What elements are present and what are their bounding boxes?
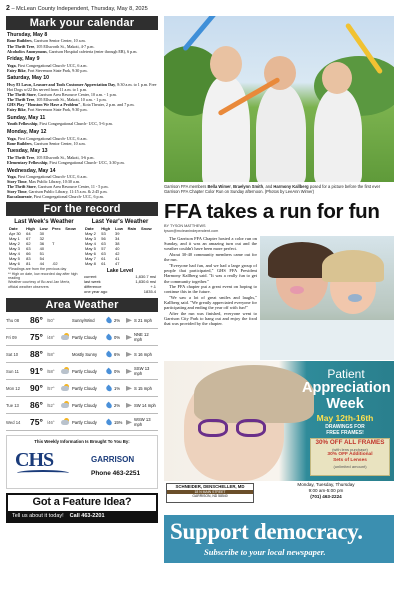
story-paragraph: "Everyone had fun, and we had a large group of people that participated," GHS FFA President Harmony Kallberg said. "It was a really fun to get the community together." [164,262,257,284]
color-run-photo [164,16,394,182]
forecast-low: /46° [47,419,55,425]
table-cell: May 2 [85,231,96,237]
table-cell: May 1 [9,236,20,242]
event-details: , Fort Stevenson State Park, 9:30 p.m. [25,67,88,73]
clinic-phone: (701) 463-2224 [310,493,342,499]
table-cell: 34 [114,236,120,242]
forecast-day: Sat 10 [6,351,19,357]
sun-icon [61,350,69,358]
forecast-day: Fri 09 [6,334,17,340]
ad-title-1: Patient [327,366,365,381]
wind-icon [126,369,132,374]
precip-icon [105,384,113,392]
person-middle [256,84,306,182]
support-title: Support democracy. [170,518,363,544]
precip-icon [105,367,113,375]
event-details: , First Congregational Church- UCC, 6 a.m. [15,62,88,68]
weather-note: ** High on date, low recorded day after high reading [8,271,78,280]
ad-drawings [302,424,388,436]
event-name: The Thrift Store [7,92,36,98]
calendar-day-heading: Thursday, May 8 [7,32,48,38]
table-cell: 83 [26,256,31,262]
table-cell: 63 [26,246,31,252]
table-cell [140,261,156,266]
offer-lenses-2: Sets of Lenses [333,457,367,463]
clinic-days: Monday, Tuesday, Thursday [297,481,355,487]
event-name: Yoga [7,62,16,68]
table-cell: Apr 30 [9,231,21,237]
table-cell: 40 [114,246,120,252]
person-right-head [322,62,352,94]
event-name: Bone Builders [7,38,32,44]
event-details: , Garrison Senior Center, 10 a.m. [31,38,86,44]
forecast-high: 75° [30,417,43,428]
table-cell: 47 [114,261,120,267]
table-cell: May 3 [9,246,20,252]
sponsor-heading: This Weekly Information Is Brought To You By: [34,439,130,445]
forecast-low: /58° [47,351,55,357]
forecast-wind: S 15 mph [134,385,152,391]
story-text [164,236,260,360]
calendar-day-heading: Wednesday, May 14 [7,167,56,174]
event-name: The Thrift Tree [7,43,35,49]
table-cell: May 3 [85,236,96,242]
forecast-condition: Sunny/Wind [72,317,95,323]
event-name: Bone Builders [7,140,32,146]
offer-note-2: (unlimited amount) [333,463,367,469]
event-name: Yoga [7,173,16,179]
table-cell: 57 [101,246,106,252]
forecast-wind: S 21 mph [134,317,152,323]
calendar-banner: Mark your calendar [6,16,158,30]
forecast-wind: WSW 13 mph [134,417,151,428]
lake-label: last week [84,279,101,285]
woman-face [184,371,284,481]
caption-name: Bella Wimer [207,184,231,189]
table-cell: 38 [114,241,120,247]
person-right [314,88,362,182]
lake-value: 1835.4 [143,289,156,295]
forecast-condition: Partly Cloudy [72,334,97,340]
event-details: , Garrison Area Resource Center, 10 a.m. - 1 p.m. [35,92,117,98]
event-name: The Thrift Tree [7,97,35,103]
lake-level-table [84,274,156,294]
wind-icon [126,335,132,340]
page-number: 2 [6,5,10,12]
forecast-high: 86° [30,400,43,411]
sponsor-phone: Phone 463-2251 [91,470,141,478]
calendar-event [7,49,157,54]
ad-title-2b: Week [326,395,364,412]
table-cell: 61 [101,261,106,267]
weather-note: *Readings are from the previous day [8,267,67,272]
precip-icon [105,401,113,409]
lake-value: 1,830.6 msl [135,279,156,285]
forecast-low: /48° [47,334,55,340]
table-header: Snow [65,226,76,232]
forecast-high: 88° [30,349,43,360]
event-details: , Kota Theater, 2 p.m. and 7 p.m. [80,102,135,108]
weather-note: Weather courtesy of Bo and Jan Mertz, official weather observers [8,280,71,289]
sun-icon [61,316,69,324]
event-details: , First Congregational Church- UCC, 6 a.m. [15,173,88,179]
wind-icon [126,420,132,425]
weather-sponsor-ad[interactable] [6,435,158,489]
calendar-event [7,107,157,112]
left-column [6,16,158,523]
table-cell: May 4 [9,251,20,257]
lake-label: one year ago [84,289,108,295]
forecast-row [6,414,158,431]
glasses-right [236,419,266,437]
event-name: Yoga [7,135,16,141]
ad-drawings-2: FREE FRAMES! [326,429,364,436]
table-cell: 81 [26,261,31,267]
forecast-precip: 0% [114,368,121,374]
table-cell: 64 [26,231,31,237]
table-cell: 51 [39,251,45,257]
calendar-event [7,121,157,126]
partly-cloudy-icon [61,367,69,375]
table-cell: 41 [114,256,120,262]
caption-text: , [230,184,234,189]
daughter-hair [322,250,384,282]
forecast-row [6,363,158,380]
shirts [260,320,394,360]
clinic-logo [166,483,254,503]
clinic-times: 9:00 am-5:00 pm [308,487,344,493]
story-paragraph: About 30-40 community members came out for the run. [164,251,257,263]
table-header: Low [39,226,48,232]
table-header: High [101,226,111,232]
story-paragraph: "We saw a lot of great smiles and laughs," Kallberg said. "We greatly appreciated everyone for participating and ending the year off with fun!" [164,294,257,311]
table-cell: 63 [101,251,106,257]
table-row [8,261,80,266]
feature-idea-title: Got a Feature Idea? [32,496,132,509]
event-name: The Thrift Store [7,184,36,190]
forecast-low: /58° [47,368,55,374]
lake-value: +.1 [150,284,156,290]
person-left [202,76,250,182]
calendar-day-heading: Monday, May 12 [7,129,47,136]
forecast-precip: 6% [114,351,121,357]
weather-forecast-list [6,312,158,431]
calendar-list [6,30,158,199]
clinic-address: 18 N MAIN STREET [167,490,253,495]
table-cell [127,261,140,266]
for-the-record-section [6,202,158,294]
calendar-day-heading: Friday, May 9 [7,56,40,63]
table-cell: 53 [101,231,106,237]
lake-label: difference [84,284,102,290]
feature-idea-bar [8,511,156,521]
event-name: Baccalaureate [7,194,32,200]
story-body [164,236,394,360]
forecast-wind: S 16 mph [134,351,152,357]
story-paragraph: After the run was finished, everyone went to Garrison City Park to hang out and enjoy the food that was provided by the chapter. [164,310,257,327]
event-name: GHS Play "Houston We Have a Problem" [7,102,81,108]
forecast-condition: Partly Cloudy [72,368,97,374]
forecast-wind: NNE 12 mph [134,332,149,343]
forecast-precip: 15% [114,419,123,425]
calendar-day-heading: Saturday, May 10 [7,75,49,82]
table-cell: 63 [101,241,106,247]
wind-icon [126,403,132,408]
forecast-condition: Partly Cloudy [72,419,97,425]
photo-caption [164,184,394,194]
table-cell: 39 [114,231,120,237]
mother-daughter-photo [260,236,394,360]
forecast-row [6,346,158,363]
forecast-day: Mon 12 [6,385,20,391]
event-details: , First Congregational Church- UCC, 6 p.m. [31,194,104,200]
precip-icon [105,350,113,358]
wind-icon [126,352,132,357]
page-folio [6,5,394,12]
forecast-high: 91° [30,366,43,377]
clinic-hours [258,482,394,500]
table-cell: May 8 [85,261,96,267]
last-week-weather [8,218,80,294]
forecast-day: Tue 13 [6,402,19,408]
forecast-precip: 2% [114,402,121,408]
table-cell: May 2 [9,241,20,247]
forecast-row [6,380,158,397]
table-row [84,261,156,266]
pink-paint [290,286,304,294]
calendar-day-heading: Sunday, May 11 [7,115,46,122]
precip-icon [105,316,113,324]
event-name: Story Time [7,189,27,195]
lake-level-title: Lake Level [106,268,134,275]
table-cell: 40 [39,246,45,252]
chs-logo-arc [17,470,69,476]
person-left-head [210,46,242,82]
forecast-high: 86° [30,315,43,326]
caption-name: Harmony Kallberg [273,184,309,189]
story-paragraph: The FFA chapter put a great event on hoping to continue this in the future. [164,283,257,295]
table-cell: 44 [39,261,45,267]
story-paragraph: The Garrison FFA Chapter hosted a color run on Sunday, and it was an amazing turn out and the weather couldn't have been more perfect. [164,235,257,252]
event-details: , Fort Stevenson State Park, 9:30 p.m. [25,107,88,113]
support-democracy-ad[interactable] [164,515,394,563]
clinic-city: GARRISON, ND 58540 [192,494,228,499]
event-details: , Garrison Hospital cafeteria (enter through ER), 6 p.m. [46,48,138,54]
event-name: Fairy Bike [7,107,26,113]
forecast-condition: Partly Cloudy [72,385,97,391]
table-cell: 66 [26,251,31,257]
table-cell: 67 [26,236,31,242]
ad-dates: May 12th-16th [316,412,374,423]
ad-title-2a: Appreciation [302,379,391,396]
lake-value: 1,830.7 msl [135,274,156,280]
event-name: Story Time [7,179,27,184]
newspaper-page [6,5,394,609]
event-name: Youth Fellowship [7,121,38,127]
table-cell: May 6 [85,251,96,257]
last-week-table [8,226,80,266]
table-cell: May 5 [85,246,96,252]
lake-label: current [84,274,97,280]
table-cell: 56 [101,236,106,242]
offer-lenses: 30% OFF Additional [327,451,373,457]
table-cell: May 4 [85,241,96,247]
offer-frames: 30% OFF ALL FRAMES [315,438,385,446]
table-cell: 32 [39,236,45,242]
caption-name: Braelynn Smith [233,184,264,189]
event-name: Fairy Bike [7,67,26,73]
offer-note: (with lens purchase) [332,446,368,452]
event-name: Hwy 83 Lawn, Leasure and Tools Customer Appreciation Day [7,81,116,87]
forecast-day: Wed 14 [6,419,21,425]
table-cell: .02 [52,261,58,267]
calendar-event [7,82,157,92]
feature-tell: Tell us about it today! [12,513,64,520]
event-details: , First Congregational Church- UCC, 5-6 p.m. [37,121,113,127]
caption-text: Garrison FFA members [164,184,208,189]
forecast-high: 75° [30,332,43,343]
event-details: , 8:30 a.m. to 1 p.m. Free Hot Dogs w/22 lbs served from 11 a.m. to 1 p.m. [7,81,157,92]
calendar-event [7,160,157,165]
event-name: The Thrift Tree [7,154,35,160]
forecast-wind: SW 14 mph [134,402,156,408]
ad-drawings-1: DRAWINGS FOR [325,423,365,430]
right-column [164,16,394,563]
lake-row [84,289,156,294]
forecast-low: /50° [47,317,55,323]
chs-logo: CHS [15,449,54,472]
cloud-shape [61,369,69,374]
table-cell: May 7 [85,256,96,262]
last-year-title: Last Year's Weather [91,219,149,226]
story-headline: FFA takes a run for fun [164,200,380,224]
table-header: High [26,226,35,232]
precip-icon [105,333,113,341]
wind-icon [126,318,132,323]
table-cell: 62 [26,241,31,247]
feature-idea-ad[interactable] [6,493,158,523]
forecast-precip: 2% [114,317,121,323]
story-email: tyson@mcleanindependent.com [164,228,219,233]
folio-text: – McLean County Independent, Thursday, May 8, 2025 [9,6,148,12]
lake-level [84,268,156,294]
cloud-shape [61,386,69,391]
weather-notes [8,267,80,288]
table-cell: 30 [39,231,45,237]
last-week-title: Last Week's Weather [14,219,74,226]
table-header: Low [114,226,123,232]
forecast-condition: Partly Cloudy [72,402,97,408]
forecast-row [6,312,158,329]
woman-hair [194,365,314,423]
table-header: Prec [52,226,61,232]
area-weather-section [6,298,158,431]
table-cell: May 5 [9,256,20,262]
glasses-left [198,419,228,437]
blue-paint [348,294,362,302]
area-weather-banner: Area Weather [6,298,158,312]
forecast-low: /57° [47,385,55,391]
forecast-row [6,329,158,346]
event-details: , Max Public Library, 10:30 a.m. [26,179,81,184]
table-cell: T [52,241,55,247]
clinic-name: SCHNEIDER, DENSCHELLER, MD [175,483,245,489]
partly-cloudy-icon [61,418,69,426]
forecast-day: Thu 08 [6,317,20,323]
table-cell: 36 [39,241,45,247]
water-gun-blue [182,16,222,52]
calendar-event [7,194,157,199]
event-details: , 105 Ellsworth St., Makoti, 10 a.m. - 1 p.m. [34,97,107,103]
support-subtitle: Subscribe to your local newspaper. [204,546,326,557]
last-year-table [84,226,156,266]
table-header: Date [9,226,18,232]
table-header: Date [85,226,94,232]
event-details: , Garrison Area Resource Center, 11 - 5 p.m. [35,184,109,190]
wind-icon [126,386,132,391]
ad-offer-box [310,438,390,476]
event-details: , Garrison Public Library, 11:15 a.m. & 2:45 p.m. [26,189,108,195]
calendar-day-heading: Tuesday, May 13 [7,148,48,155]
caption-text: , and [263,184,274,189]
cloud-shape [61,403,69,408]
event-details: , First Congregational Church- UCC, 6 a.m. [15,135,88,141]
calendar-event [7,68,157,73]
cloud-shape [61,335,69,340]
sponsor-location: GARRISON [91,455,135,465]
forecast-low: /52° [47,402,55,408]
table-header: Snow [141,226,152,232]
event-details: , Garrison Senior Center, 10 a.m. [31,140,86,146]
table-cell: 61 [101,256,106,262]
forecast-row [6,397,158,414]
table-header: Rain [127,226,137,232]
patient-appreciation-ad[interactable] [164,361,394,481]
table-cell [64,261,80,266]
table-cell: 54 [39,256,45,262]
forecast-condition: Mostly Sunny [72,351,98,357]
last-year-weather [84,218,156,294]
partly-cloudy-icon [61,384,69,392]
event-name: Alcoholics Anonymous [7,48,47,54]
cloud-shape [61,420,69,425]
precip-icon [105,418,113,426]
event-details: , First Congregational Church- UCC, 3:30 p.m. [47,159,125,165]
event-details: , 105 Ellsworth St., Makoti, 3-6 p.m. [34,154,95,160]
caption-text: posed for a picture before the first ever Garrison FFA Chapter Color Run on Sunday afternoon. (Photos by LeeAnn Wimer) [164,184,381,195]
ad-title-2 [302,379,391,412]
forecast-day: Sun 11 [6,368,19,374]
feature-call: Call 463-2201 [69,513,105,520]
partly-cloudy-icon [61,333,69,341]
event-details: , 105 Ellsworth St., Makoti, 4-7 p.m. [34,43,95,49]
record-banner: For the record [6,202,158,216]
calendar-event [7,141,157,146]
ad-footer [164,481,394,509]
forecast-high: 90° [30,383,43,394]
forecast-precip: 1% [114,385,121,391]
partly-cloudy-icon [61,401,69,409]
story-byline: BY TYSON MATTHEWS [164,224,206,229]
table-cell: May 6 [9,261,20,267]
table-cell: 42 [114,251,120,257]
forecast-precip: 0% [114,334,121,340]
forecast-wind: SSW 13 mph [134,366,150,377]
event-name: Elementary Fellowship [7,159,48,165]
